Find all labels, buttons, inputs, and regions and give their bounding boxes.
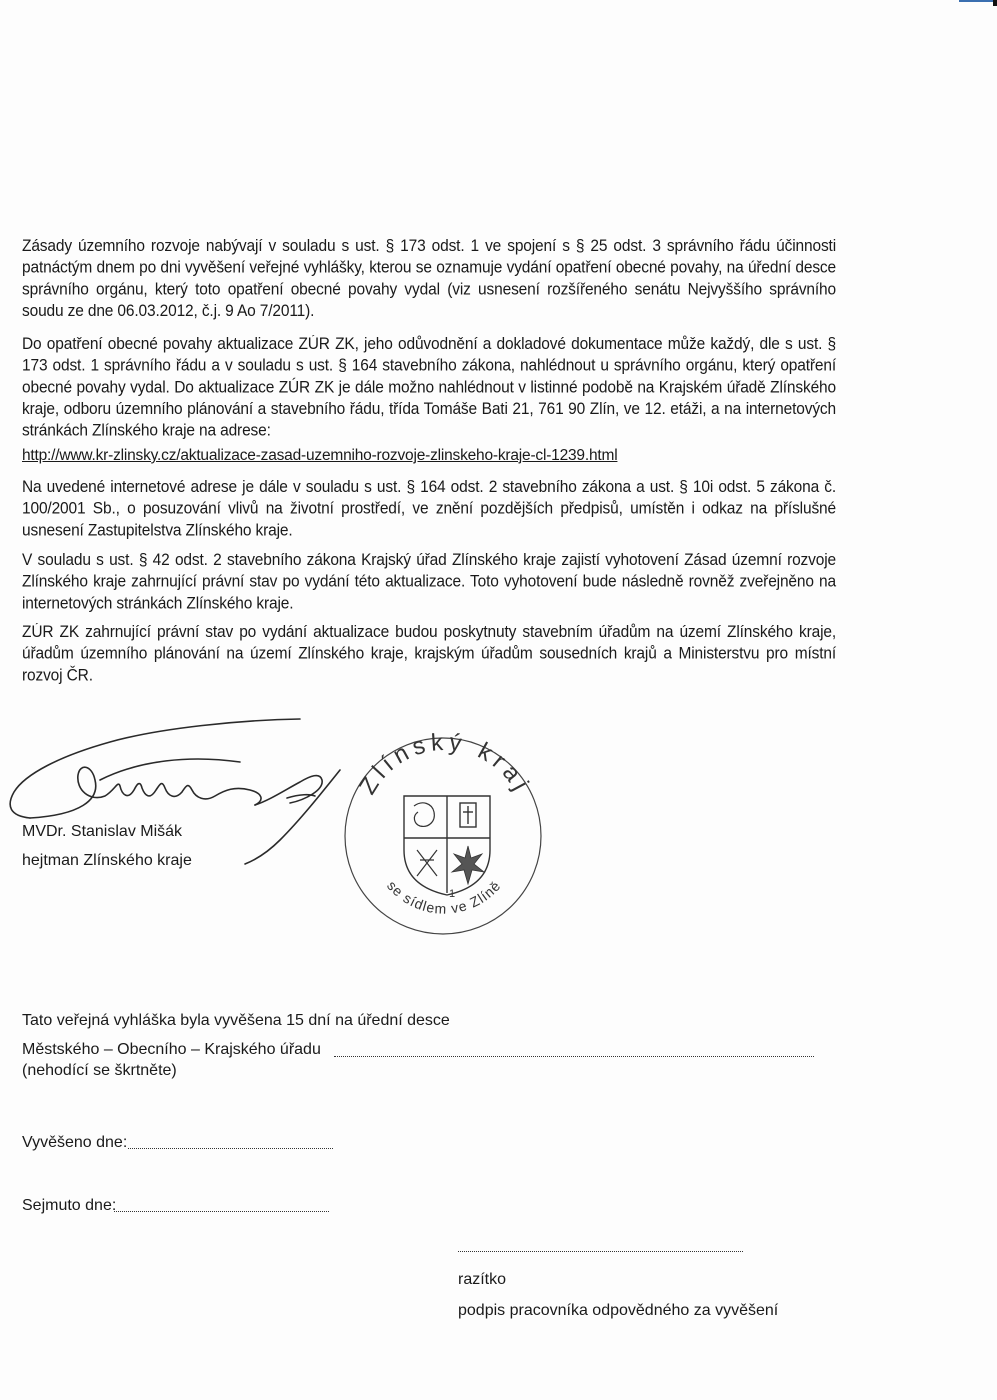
signatory-title: hejtman Zlínského kraje: [22, 852, 192, 869]
removed-date-label: Sejmuto dne:: [22, 1197, 117, 1214]
stamp-bottom-arc-text: se sídlem ve Zlíně: [384, 877, 504, 917]
paragraph-inspection: Do opatření obecné povahy aktualizace ZÚR ZK, jeho odůvodnění a dokladové dokumentace může každý, dle s ust. § 173 odst. 1 správního řádu a v souladu s ust. § 164 stavebního zákona, nahlédnout u správního orgánu, který opatření obecné povahy vydal. Do aktualizace ZÚR ZK je dále možno nahlédnout v listinné podobě na Krajském úřadě Zlínského kraje, odboru územního plánování a stavebního řádu, třída Tomáše Bati 21, 761 90 Zlín, ve 12. etáži, a na internetových stránkách Zlínského kraje na adrese:: [22, 335, 836, 440]
office-name-field[interactable]: [334, 1056, 814, 1057]
stamp-top-arc-text: Zlínský kraj: [354, 728, 537, 800]
paragraph-distribution: ZÚR ZK zahrnující právní stav po vydání aktualizace budou poskytnuty stavebním úřadům na území Zlínského kraje, úřadům územního plánování na území Zlínského kraje, krajským úřadům sousedních krajů a Ministerstvu pro místní rozvoj ČR.: [22, 623, 836, 685]
signatory-name: MVDr. Stanislav Mišák: [22, 823, 183, 840]
signature-line[interactable]: [458, 1251, 743, 1252]
posting-statement: Tato veřejná vyhláška byla vyvěšena 15 dní na úřední desce: [22, 1012, 450, 1029]
paragraph-legal-state: V souladu s ust. § 42 odst. 2 stavebního zákona Krajský úřad Zlínského kraje zajistí vyhotovení Zásad územní rozvoje Zlínského kraje zahrnující právní stav po vydání této aktualizace. Toto vyhotovení bude následně rovněž zveřejněno na internetových stránkách Zlínského kraje.: [22, 551, 836, 613]
paragraph-internet-address: Na uvedené internetové adrese je dále v souladu s ust. § 164 odst. 2 stavebního zákona a ust. § 10i odst. 5 zákona č. 100/2001 Sb., o posuzování vlivů na životní prostředí, ve znění pozdějších předpisů, umístěn i odkaz na příslušné usnesení Zastupitelstva Zlínského kraje.: [22, 478, 836, 540]
removed-date-field[interactable]: [114, 1211, 329, 1212]
signature-label: podpis pracovníka odpovědného za vyvěšení: [458, 1302, 779, 1319]
stamp-label: razítko: [458, 1271, 507, 1288]
document-link[interactable]: http://www.kr-zlinsky.cz/aktualizace-zasad-uzemniho-rozvoje-zlinskeho-kraje-cl-1239.html: [22, 447, 618, 464]
office-type-label: Městského – Obecního – Krajského úřadu: [22, 1041, 321, 1058]
posted-date-label: Vyvěšeno dne:: [22, 1134, 128, 1151]
stamp-number: 1: [448, 888, 456, 900]
strike-out-note: (nehodící se škrtněte): [22, 1062, 177, 1079]
posted-date-field[interactable]: [128, 1148, 333, 1149]
paragraph-effect: Zásady územního rozvoje nabývají v souladu s ust. § 173 odst. 1 ve spojení s § 25 odst. 3 správního řádu účinnosti patnáctým dnem po dni vyvěšení veřejné vyhlášky, kterou se oznamuje vydání opatření obecné povahy, na úřední desce správního orgánu, který toto opatření obecné povahy vydal (viz usnesení rozšířeného senátu Nejvyššího správního soudu ze dne 06.03.2012, č.j. 9 Ao 7/2011).: [22, 237, 836, 321]
